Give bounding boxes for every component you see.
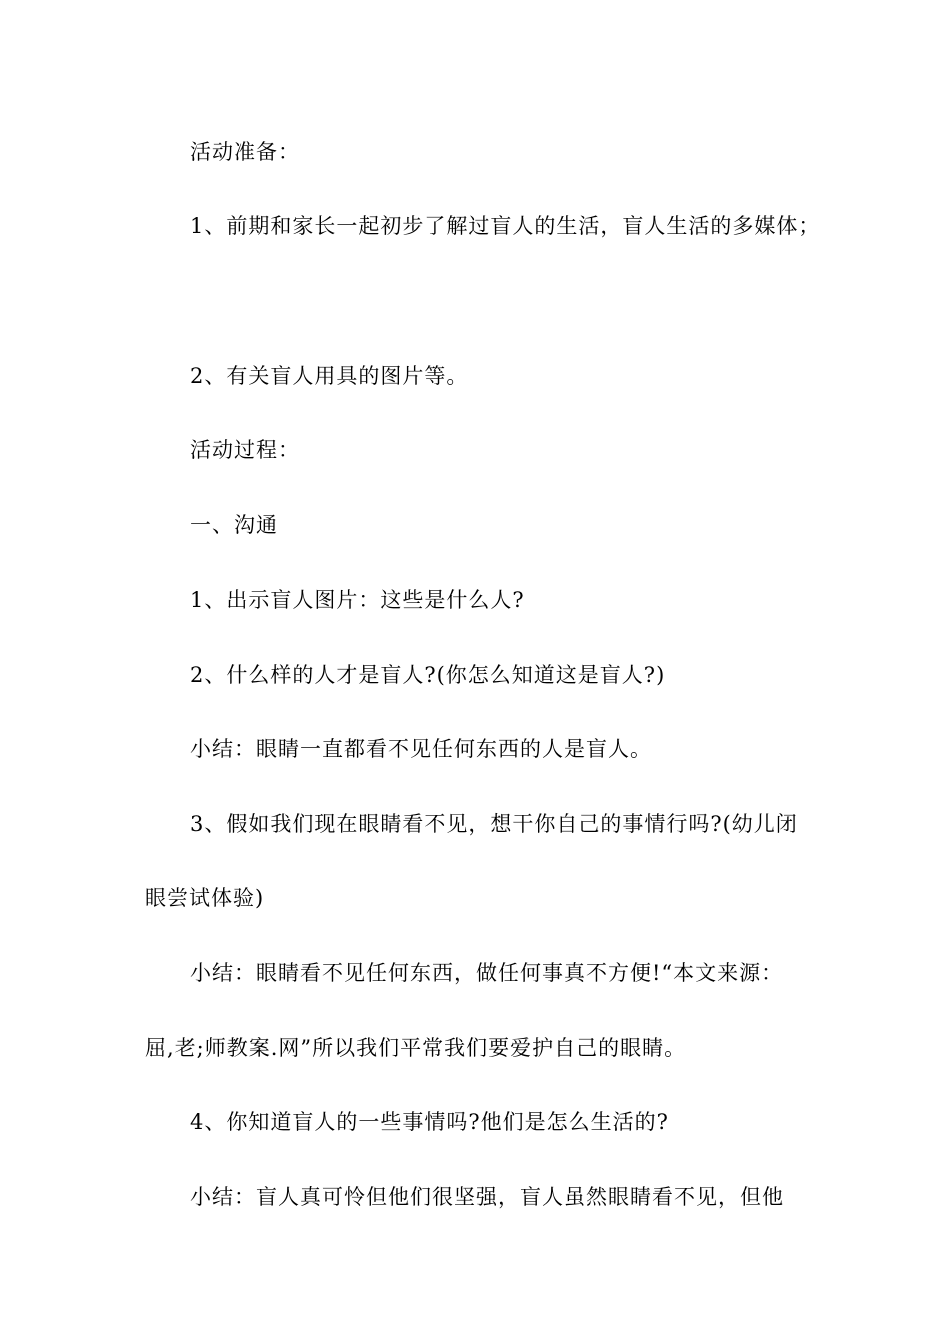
summary-line: 小结：眼睛看不见任何东西，做任何事真不方便!“本文来源： xyxy=(190,961,784,985)
summary-line: 小结：眼睛一直都看不见任何东西的人是盲人。 xyxy=(190,737,652,761)
paragraph-line-continuation: 眼尝试体验) xyxy=(145,886,265,910)
section-heading-process: 活动过程： xyxy=(190,438,300,462)
paragraph-line: 1、出示盲人图片：这些是什么人? xyxy=(190,588,525,612)
paragraph-line: 1、前期和家长一起初步了解过盲人的生活，盲人生活的多媒体； xyxy=(190,214,821,238)
paragraph-line-continuation: 屈,老;师教案.网”所以我们平常我们要爱护自己的眼睛。 xyxy=(145,1036,687,1060)
subsection-heading: 一、沟通 xyxy=(190,513,278,537)
paragraph-line: 2、有关盲人用具的图片等。 xyxy=(190,364,469,388)
paragraph-line: 3、假如我们现在眼睛看不见，想干你自己的事情行吗?(幼儿闭 xyxy=(190,812,798,836)
summary-line: 小结：盲人真可怜但他们很坚强，盲人虽然眼睛看不见，但他 xyxy=(190,1185,784,1209)
paragraph-line: 4、你知道盲人的一些事情吗?他们是怎么生活的? xyxy=(190,1110,669,1134)
paragraph-line: 2、什么样的人才是盲人?(你怎么知道这是盲人?) xyxy=(190,663,666,687)
section-heading-preparation: 活动准备： xyxy=(190,140,300,164)
